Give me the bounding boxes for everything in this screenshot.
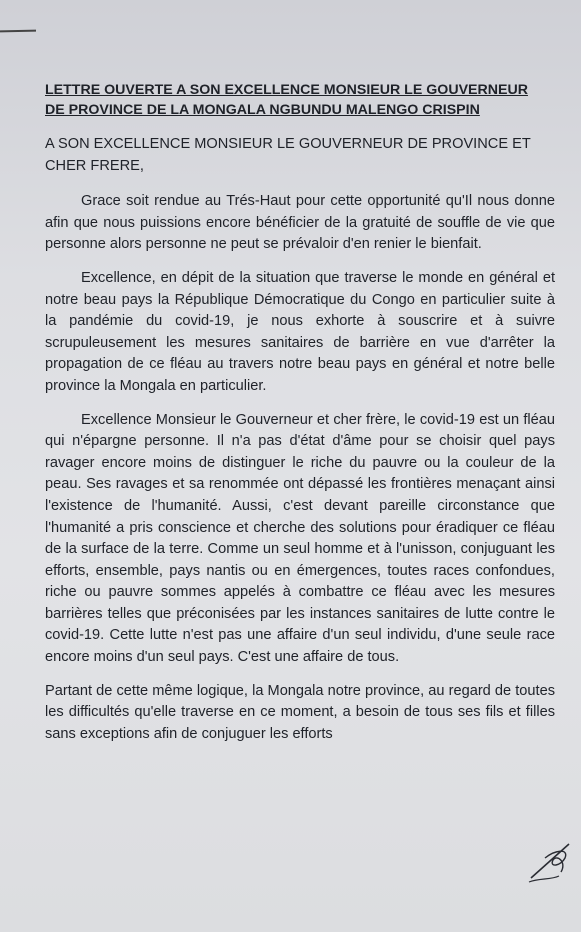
letter-body [45,80,555,757]
paragraph-4: Partant de cette même logique, la Mongala notre province, au regard de toutes les difficultés qu'elle traverse en ce moment, a besoin de tous ses fils et filles sans exceptions afin de conjuguer les efforts [45,682,555,742]
handwritten-signature [525,838,575,886]
corner-mark-line [0,30,36,32]
paragraph-3: Excellence Monsieur le Gouverneur et cher frère, le covid-19 est un fléau qui n'épargne personne. Il n'a pas d'état d'âme pour se choisir quel pays ravager encore moins de distinguer le riche du pauvre ou la couleur de la peau. Ses ravages et sa renommée ont dépassé les frontières menaçant ainsi l'existence de l'humanité. Aussi, c'est devant pareille circonstance que l'humanité a pris conscience et cherche des solutions pour éradiquer ce fléau de la surface de la terre. Comme un seul homme et à l'unisson, conjuguant les efforts, ensemble, pays nantis ou en émergences, toutes races confondues, riche ou pauvre sommes appelés à combattre ce fléau avec les mesures barrières telles que préconisées par les instances sanitaires de lutte contre le covid-19. Cette lutte n'est pas une affaire d'un seul individu, d'une seule race encore moins d'un seul pays. C'est une affaire de tous. [45,411,555,666]
paragraph-2: Excellence, en dépit de la situation que traverse le monde en général et notre beau pays la République Démocratique du Congo en particulier suite à la pandémie du covid-19, je nous exhorte à souscrire et à suivre scrupuleusement les mesures sanitaires de barrière en vue d'arrêter la propagation de ce fléau au travers notre beau pays en général et notre belle province la Mongala en particulier. [45,269,555,394]
letter-title [45,80,555,120]
paragraph-1: Grace soit rendue au Trés-Haut pour cette opportunité qu'Il nous donne afin que nous puissions encore bénéficier de la gratuité de souffle de vie que personne alors personne ne peut se prévaloir d'en renier le bienfait. [45,193,555,253]
salutation: A SON EXCELLENCE MONSIEUR LE GOUVERNEUR DE PROVINCE ET CHER FRERE, [45,136,531,174]
letter-title-line-2: DE PROVINCE DE LA MONGALA NGBUNDU MALENGO CRISPIN [45,102,480,118]
letter-title-line-1: LETTRE OUVERTE A SON EXCELLENCE MONSIEUR LE GOUVERNEUR [45,82,528,98]
